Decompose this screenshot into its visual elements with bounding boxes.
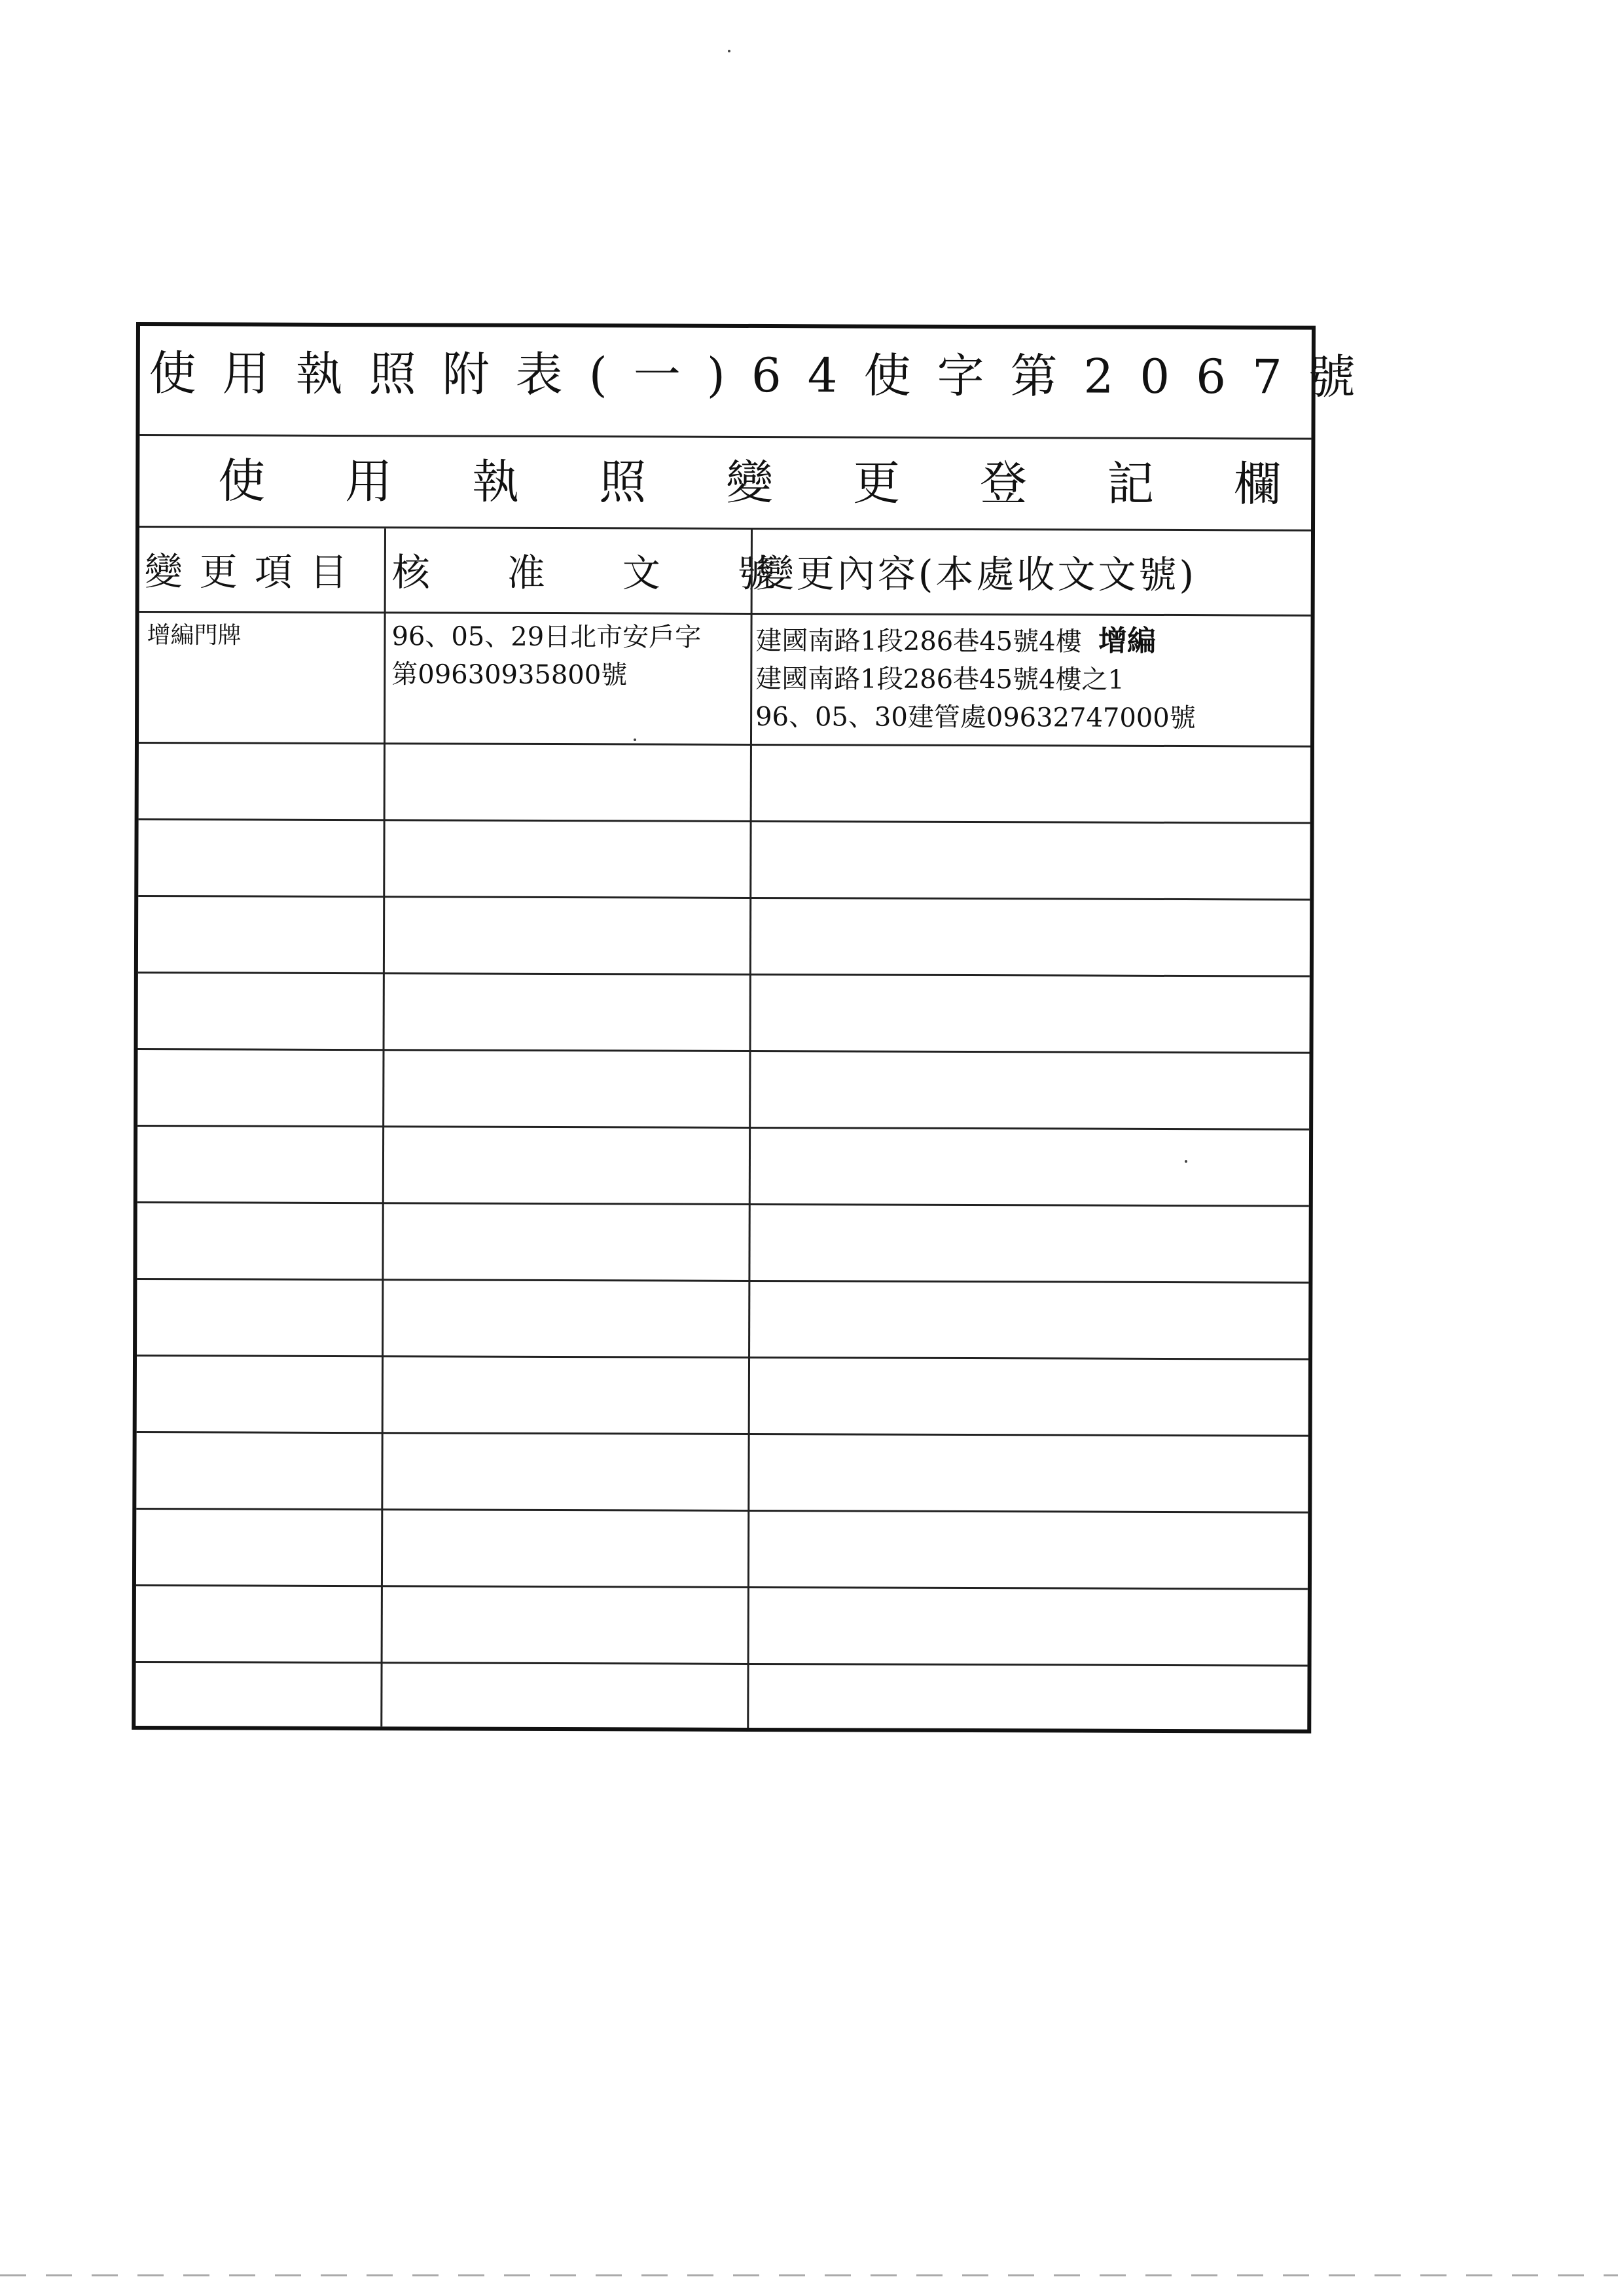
scan-speck [634, 738, 636, 741]
table-row [139, 744, 1310, 824]
column-header-item: 變更項目 [144, 549, 365, 595]
column-header-approval [391, 550, 853, 596]
registration-form [132, 322, 1382, 1734]
column-header-approval-text: 核准文號 [391, 550, 853, 596]
table-row [138, 897, 1310, 977]
entry-approval [391, 617, 701, 694]
form-subtitle: 使用執照變更登記欄 [218, 453, 1361, 512]
entry-content-line-text: 建國南路1段286巷45號4樓 [755, 625, 1082, 657]
table-row [137, 1050, 1309, 1131]
entry-content-line: 96、05、30建管處09632747000號 [755, 701, 1196, 734]
scan-speck [728, 50, 730, 52]
entry-content-note: 增編 [1098, 624, 1157, 658]
table-row [138, 974, 1310, 1054]
entry-content [755, 621, 1196, 737]
column-header-content: 變更內容(本處收文文號) [755, 551, 1197, 598]
scan-speck [1185, 1160, 1187, 1163]
table-row [138, 820, 1310, 901]
entry-approval-line: 第09630935800號 [391, 659, 628, 691]
table-row [137, 1127, 1309, 1207]
table-row [137, 1280, 1308, 1360]
table-row [136, 1586, 1308, 1667]
entry-approval-line: 96、05、29日北市安戶字 [391, 621, 702, 653]
table-row [137, 1203, 1308, 1284]
entry-item: 增編門牌 [147, 622, 242, 649]
form-subtitle-row [139, 436, 1361, 532]
entry-content-line [755, 621, 1196, 661]
table-row [135, 1663, 1307, 1743]
table-header-row [139, 528, 1311, 617]
table-row [139, 613, 1311, 748]
table-row [136, 1510, 1308, 1590]
empty-rows [135, 744, 1310, 1743]
form-title-row [139, 326, 1382, 440]
table-row [137, 1357, 1308, 1437]
table-row [136, 1433, 1308, 1514]
entry-content-line: 建國南路1段286巷45號4樓之1 [755, 663, 1124, 695]
form-title: 使用執照附表(一)64使字第2067號 [149, 346, 1382, 405]
scan-edge-line [0, 2274, 1618, 2276]
